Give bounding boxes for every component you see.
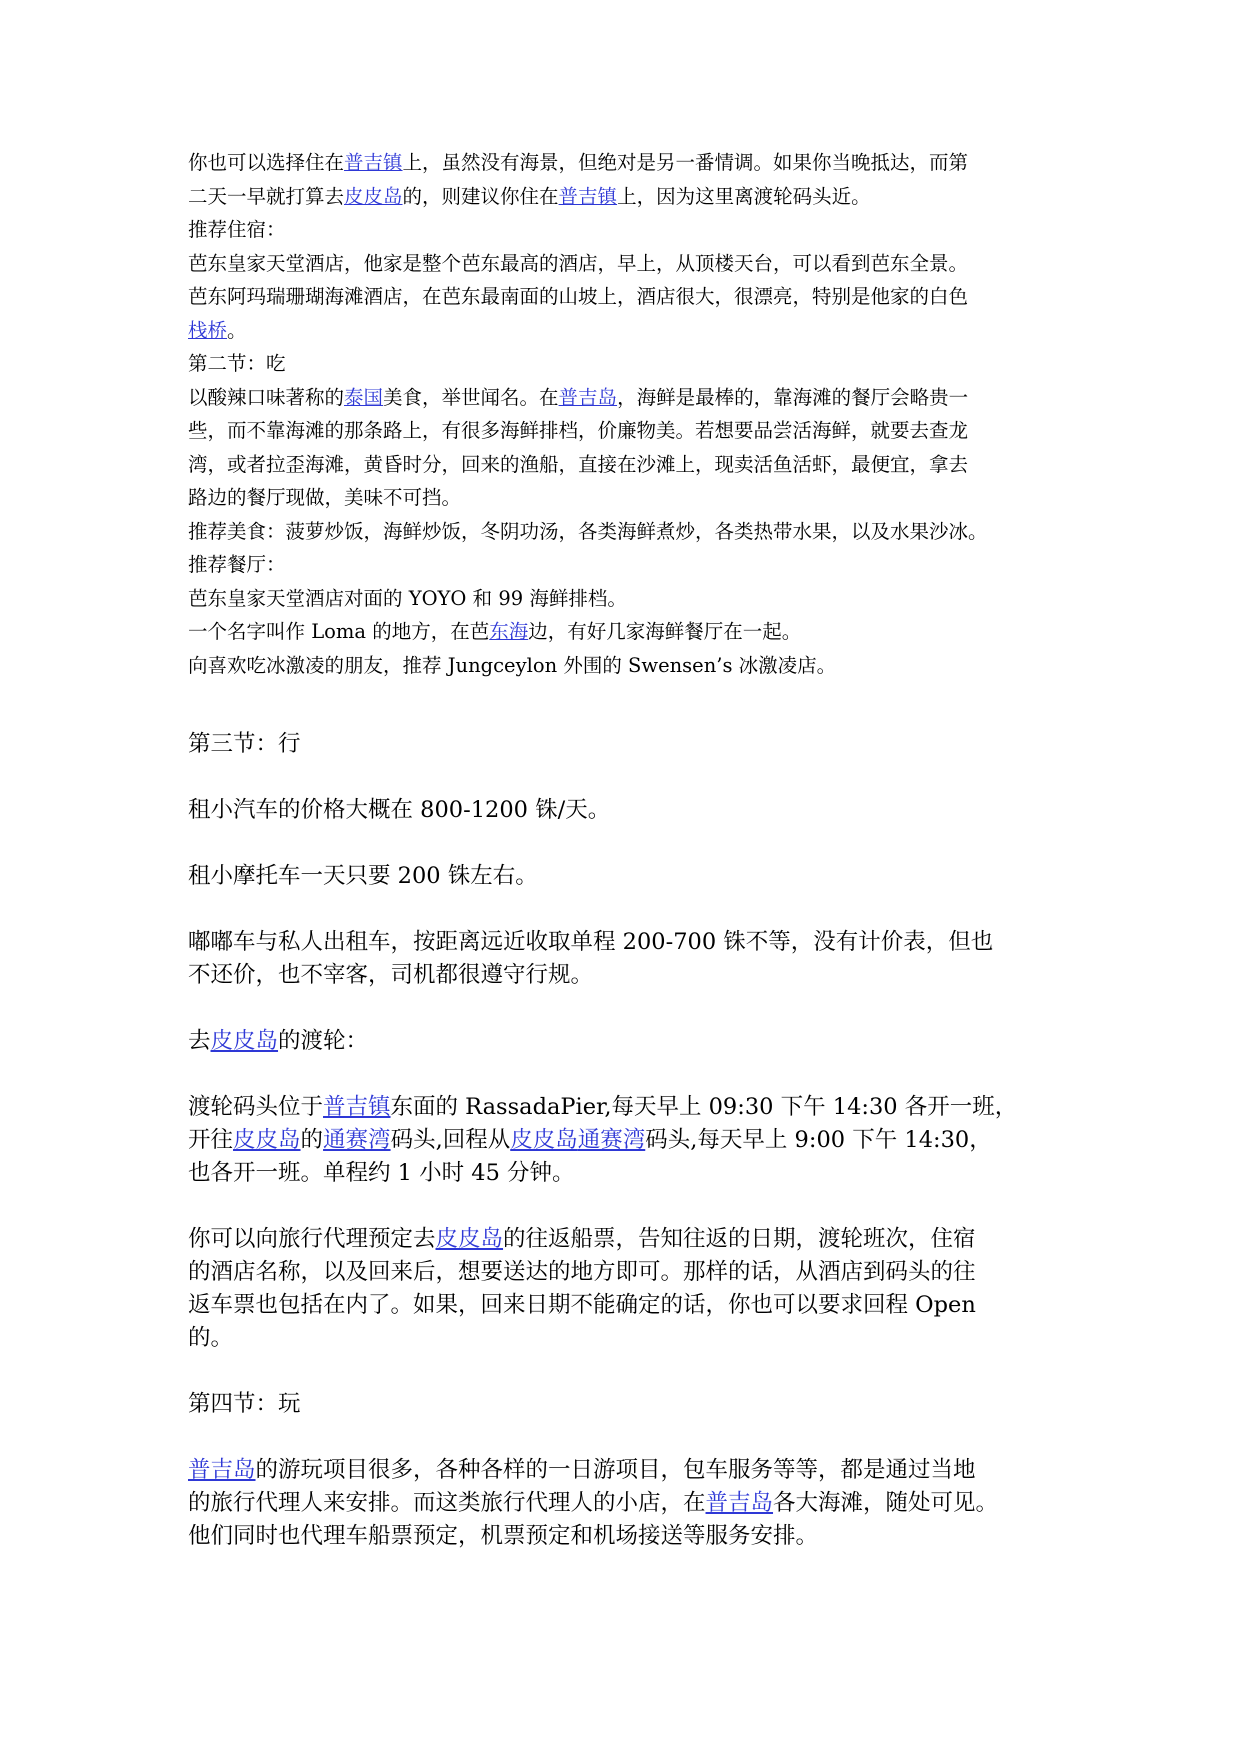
text-line bbox=[188, 213, 1058, 247]
inline-link[interactable]: 普吉岛 bbox=[558, 385, 618, 409]
inline-link[interactable]: 通赛湾 bbox=[323, 1127, 391, 1153]
paragraph bbox=[188, 1025, 1068, 1058]
text-span: 开往 bbox=[188, 1127, 234, 1153]
text-line bbox=[188, 280, 1058, 314]
text-span: 的游玩项目很多，各种各样的一日游项目，包车服务等等，都是通过当地 bbox=[255, 1457, 976, 1483]
section-lodging-food bbox=[188, 146, 1058, 682]
text-span: 上，因为这里离渡轮码头近。 bbox=[617, 184, 871, 208]
inline-link[interactable]: 普吉岛 bbox=[705, 1490, 774, 1516]
text-line bbox=[188, 860, 1068, 893]
text-span: 路边的餐厅现做，美味不可挡。 bbox=[188, 486, 462, 509]
text-span: 芭东皇家天堂酒店，他家是整个芭东最高的酒店，早上，从顶楼天台，可以看到芭东全景。 bbox=[188, 251, 969, 275]
text-line bbox=[188, 1256, 1068, 1289]
paragraph-gap bbox=[188, 1190, 1068, 1223]
paragraph-gap bbox=[188, 761, 1068, 794]
text-span: 的 bbox=[300, 1127, 324, 1153]
text-span: 码头,每天早上 9:00 下午 14:30， bbox=[645, 1127, 992, 1153]
text-span: 你可以向旅行代理预定去 bbox=[188, 1226, 436, 1252]
text-line bbox=[188, 1157, 1068, 1190]
text-line bbox=[188, 959, 1068, 992]
paragraph-gap bbox=[188, 1421, 1068, 1454]
text-span: 的渡轮： bbox=[278, 1028, 369, 1054]
text-line bbox=[188, 1124, 1068, 1157]
paragraph bbox=[188, 1091, 1068, 1190]
text-line bbox=[188, 247, 1058, 281]
text-span: 推荐餐厅： bbox=[188, 553, 286, 576]
text-span: 租小摩托车一天只要 200 铢左右。 bbox=[188, 863, 538, 889]
text-line bbox=[188, 180, 1058, 214]
text-span: 东面的 RassadaPier,每天早上 09:30 下午 14:30 各开一班， bbox=[390, 1094, 1018, 1120]
text-span: 推荐住宿： bbox=[188, 218, 286, 241]
text-span: 的酒店名称，以及回来后，想要送达的地方即可。那样的话，从酒店到码头的往 bbox=[188, 1259, 976, 1285]
text-line bbox=[188, 414, 1058, 448]
text-span: 的。 bbox=[188, 1325, 234, 1351]
paragraph bbox=[188, 1223, 1068, 1355]
inline-link[interactable]: 普吉镇 bbox=[558, 184, 618, 208]
inline-link[interactable]: 泰国 bbox=[344, 385, 384, 409]
text-span: 的旅行代理人来安排。而这类旅行代理人的小店，在 bbox=[188, 1490, 706, 1516]
text-span: 第二节：吃 bbox=[188, 352, 286, 375]
text-line bbox=[188, 1487, 1068, 1520]
text-span: 他们同时也代理车船票预定，机票预定和机场接送等服务安排。 bbox=[188, 1523, 819, 1549]
text-span: 二天一早就打算去 bbox=[188, 184, 345, 208]
inline-link[interactable]: 皮皮岛 bbox=[233, 1127, 301, 1153]
text-span: 第四节：玩 bbox=[188, 1391, 301, 1417]
text-line bbox=[188, 926, 1068, 959]
inline-link[interactable]: 栈桥 bbox=[188, 318, 228, 342]
text-span: 美食，举世闻名。在 bbox=[383, 385, 559, 409]
text-span: 向喜欢吃冰激凌的朋友，推荐 Jungceylon 外围的 Swensen’s 冰激凌店。 bbox=[188, 653, 837, 677]
text-line bbox=[188, 1520, 1068, 1553]
text-span: 边，有好几家海鲜餐厅在一起。 bbox=[528, 620, 802, 643]
inline-link[interactable]: 通赛湾 bbox=[577, 1127, 646, 1153]
text-span: 的往返船票，告知往返的日期，渡轮班次，住宿 bbox=[503, 1226, 976, 1252]
text-line bbox=[188, 728, 1068, 761]
paragraph-gap bbox=[188, 1355, 1068, 1388]
text-span: 些，而不靠海滩的那条路上，有很多海鲜排档，价廉物美。若想要品尝活海鲜，就要去查龙 bbox=[188, 419, 969, 442]
text-line bbox=[188, 615, 1058, 649]
text-span: 一个名字叫作 Loma 的地方，在芭 bbox=[188, 620, 490, 643]
text-line bbox=[188, 794, 1068, 827]
text-span: 也各开一班。单程约 1 小时 45 分钟。 bbox=[188, 1160, 575, 1186]
section-transport-play bbox=[188, 728, 1068, 1553]
text-line bbox=[188, 1388, 1068, 1421]
text-span: 返车票也包括在内了。如果，回来日期不能确定的话，你也可以要求回程 Open bbox=[188, 1292, 976, 1318]
paragraph bbox=[188, 1388, 1068, 1421]
text-span: 第三节：行 bbox=[188, 731, 301, 757]
text-span: 渡轮码头位于 bbox=[188, 1094, 324, 1120]
inline-link[interactable]: 普吉镇 bbox=[323, 1094, 391, 1120]
text-line bbox=[188, 548, 1058, 582]
text-span: ，海鲜是最棒的，靠海滩的餐厅会略贵一 bbox=[617, 385, 969, 409]
inline-link[interactable]: 皮皮岛 bbox=[344, 184, 403, 208]
text-span: 各大海滩，随处可见。 bbox=[773, 1490, 999, 1516]
paragraph-gap bbox=[188, 827, 1068, 860]
text-line bbox=[188, 1289, 1068, 1322]
text-span: 芭东阿玛瑞珊瑚海滩酒店，在芭东最南面的山坡上，酒店很大，很漂亮，特别是他家的白色 bbox=[188, 285, 969, 308]
text-line bbox=[188, 481, 1058, 515]
paragraph bbox=[188, 794, 1068, 827]
paragraph-gap bbox=[188, 992, 1068, 1025]
paragraph bbox=[188, 860, 1068, 893]
inline-link[interactable]: 皮皮岛 bbox=[210, 1028, 279, 1054]
inline-link[interactable]: 东海 bbox=[489, 620, 529, 643]
text-span: 。 bbox=[227, 318, 247, 342]
paragraph bbox=[188, 1454, 1068, 1553]
text-line bbox=[188, 347, 1058, 381]
text-line bbox=[188, 1025, 1068, 1058]
text-line bbox=[188, 649, 1058, 683]
text-line bbox=[188, 1091, 1068, 1124]
text-line bbox=[188, 1454, 1068, 1487]
text-line bbox=[188, 381, 1058, 415]
text-span: 上，虽然没有海景，但绝对是另一番情调。如果你当晚抵达，而第 bbox=[402, 151, 969, 174]
inline-link[interactable]: 皮皮岛 bbox=[435, 1226, 504, 1252]
text-line bbox=[188, 582, 1058, 616]
paragraph bbox=[188, 926, 1068, 992]
text-line bbox=[188, 1322, 1068, 1355]
text-span: 你也可以选择住在 bbox=[188, 151, 345, 174]
text-span: 租小汽车的价格大概在 800-1200 铢/天。 bbox=[188, 797, 611, 823]
inline-link[interactable]: 皮皮岛 bbox=[510, 1127, 578, 1153]
text-line bbox=[188, 1223, 1068, 1256]
text-line bbox=[188, 448, 1058, 482]
text-line bbox=[188, 515, 1058, 549]
text-line bbox=[188, 146, 1058, 180]
text-span: 嘟嘟车与私人出租车，按距离远近收取单程 200-700 铢不等，没有计价表，但也 bbox=[188, 929, 994, 955]
text-span: 的，则建议你住在 bbox=[402, 184, 559, 208]
text-span: 不还价，也不宰客，司机都很遵守行规。 bbox=[188, 962, 594, 988]
text-span: 芭东皇家天堂酒店对面的 YOYO 和 99 海鲜排档。 bbox=[188, 586, 627, 610]
text-span: 推荐美食：菠萝炒饭，海鲜炒饭，冬阴功汤，各类海鲜煮炒，各类热带水果，以及水果沙冰。 bbox=[188, 519, 988, 543]
paragraph-gap bbox=[188, 893, 1068, 926]
inline-link[interactable]: 普吉岛 bbox=[188, 1457, 256, 1483]
paragraph bbox=[188, 728, 1068, 761]
inline-link[interactable]: 普吉镇 bbox=[344, 151, 403, 174]
text-span: 码头,回程从 bbox=[390, 1127, 511, 1153]
paragraph-gap bbox=[188, 1058, 1068, 1091]
text-span: 以酸辣口味著称的 bbox=[188, 385, 345, 409]
text-span: 湾，或者拉歪海滩，黄昏时分，回来的渔船，直接在沙滩上，现卖活鱼活虾，最便宜，拿去 bbox=[188, 452, 969, 476]
text-line bbox=[188, 314, 1058, 348]
text-span: 去 bbox=[188, 1028, 211, 1054]
